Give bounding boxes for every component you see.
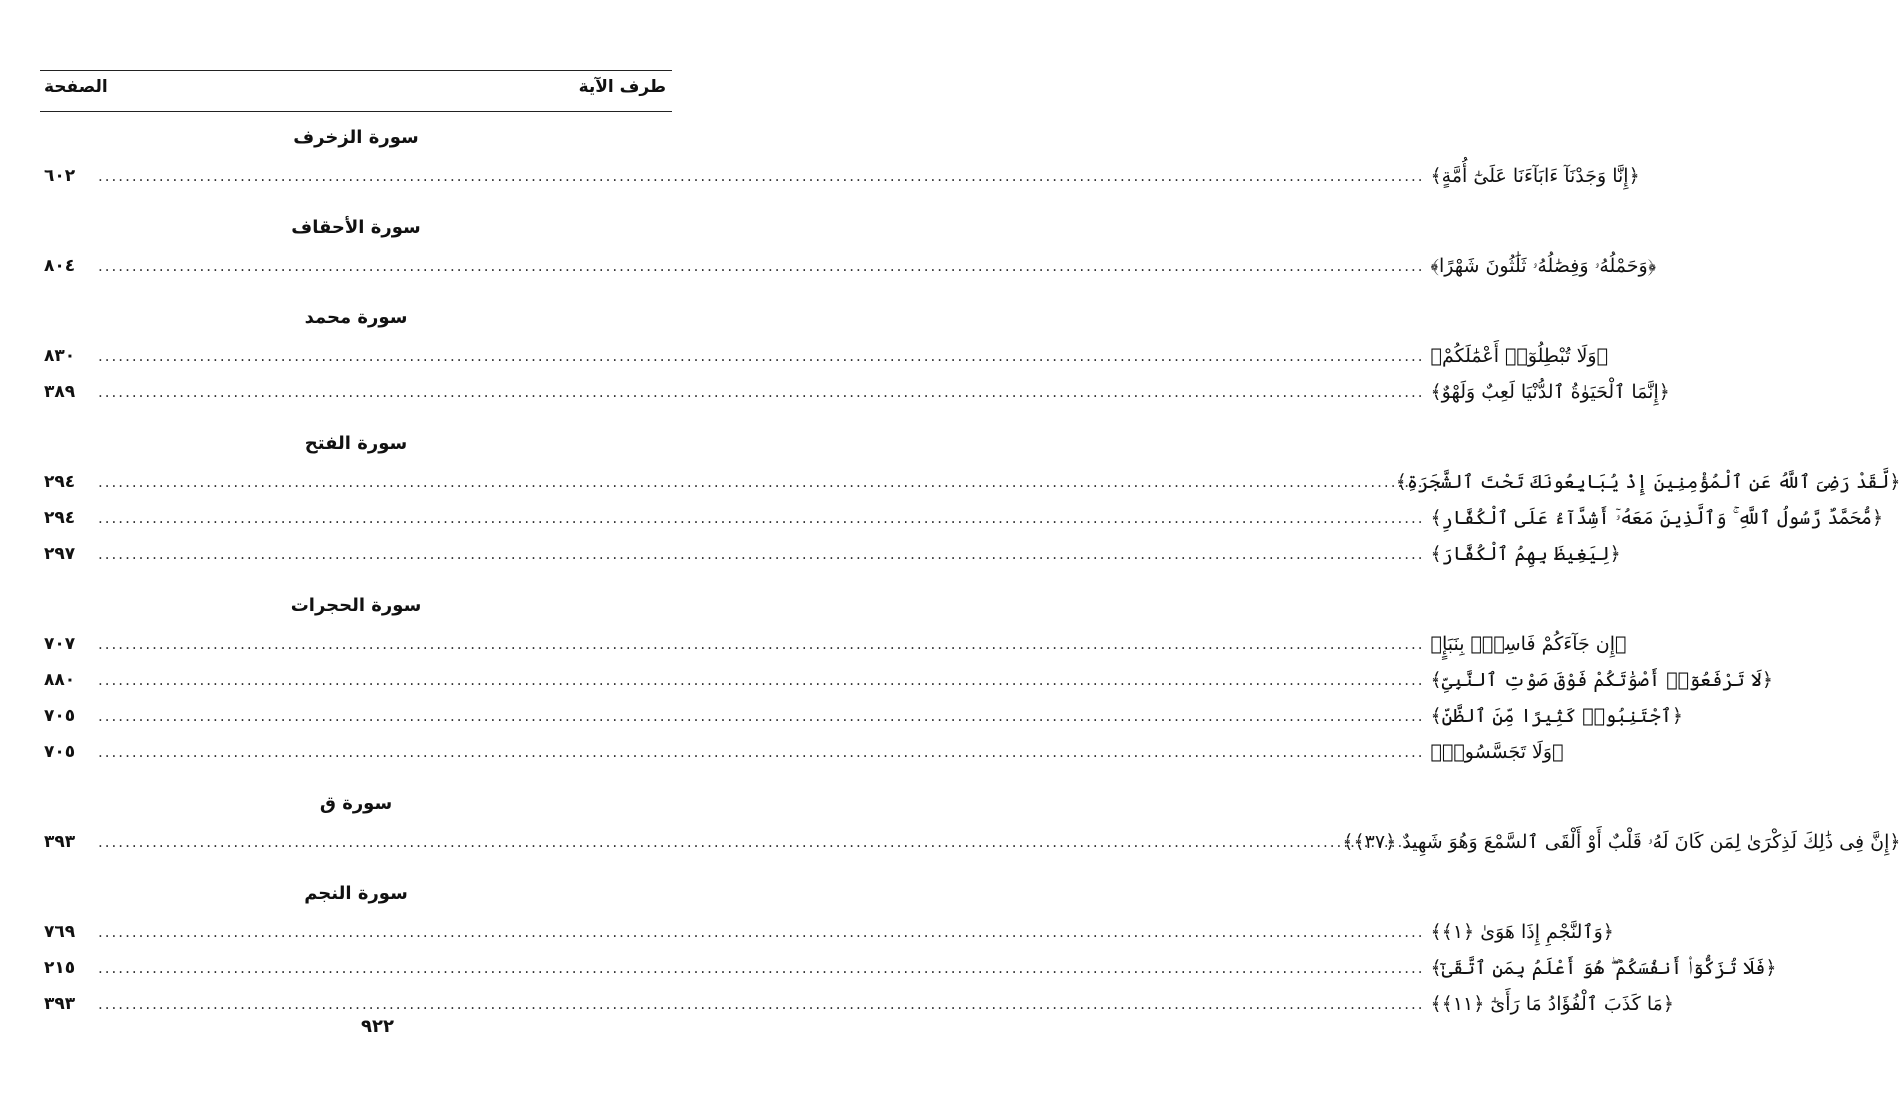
section-spacer xyxy=(40,194,672,208)
page-number: ٩٢٢ xyxy=(361,1016,394,1037)
verse-text: ﴿وَحَمْلُهُۥ وَفِصَٰلُهُۥ ثَلَٰثُونَ شَهْرًا﴾ xyxy=(1430,255,1657,277)
surah-title: سورة الحجرات xyxy=(290,595,422,616)
index-entry xyxy=(40,698,1683,734)
verse-text: ﴿لَا تَرْفَعُوٓا۟ أَصْوَٰتَكُمْ فَوْقَ صَوْتِ ٱلنَّبِىِّ﴾ xyxy=(1430,669,1774,691)
entry-page-number: ٧٠٧ xyxy=(44,634,76,654)
entry-page-number: ٢١٥ xyxy=(44,958,76,978)
index-entry xyxy=(40,248,1657,284)
surah-title: سورة ق xyxy=(319,793,393,814)
section-spacer xyxy=(40,284,672,298)
section-spacer xyxy=(40,860,672,874)
verse-index-list xyxy=(40,118,1901,1036)
dot-leader xyxy=(98,464,1425,500)
surah-title: سورة الفتح xyxy=(304,433,408,454)
entry-page-number: ٨٨٠ xyxy=(44,670,76,690)
surah-section xyxy=(40,586,1774,784)
entry-page-number: ٢٩٤ xyxy=(44,472,76,492)
entry-page-number: ٨٠٤ xyxy=(44,256,76,276)
dot-leader xyxy=(98,500,1425,536)
entry-page-number: ٧٠٥ xyxy=(44,742,76,762)
entry-page-number: ٧٦٩ xyxy=(44,922,76,942)
surah-title: سورة الأحقاف xyxy=(291,217,421,238)
section-spacer xyxy=(40,770,672,784)
verse-text: ﴿لَّقَدْ رَضِىَ ٱللَّهُ عَنِ ٱلْمُؤْمِنِينَ إِذْ يُبَايِعُونَكَ تَحْتَ ٱلشَّجَرَةِ﴾ xyxy=(1395,471,1901,493)
entry-page-number: ٨٣٠ xyxy=(44,346,76,366)
surah-section xyxy=(40,784,1901,874)
surah-section xyxy=(40,118,1640,208)
dot-leader xyxy=(98,248,1425,284)
verse-text: ﴿وَلَا تُبْطِلُوٓا۟ أَعْمَٰلَكُمْ﴾ xyxy=(1430,345,1608,367)
index-entry xyxy=(40,950,1777,986)
surah-section xyxy=(40,874,1777,1036)
surah-title: سورة محمد xyxy=(304,307,408,328)
entry-page-number: ٢٩٤ xyxy=(44,508,76,528)
index-entry xyxy=(40,734,1564,770)
dot-leader xyxy=(98,950,1425,986)
dot-leader xyxy=(98,734,1425,770)
entry-page-number: ٣٩٣ xyxy=(44,994,76,1014)
surah-section xyxy=(40,298,1670,424)
verse-text: ﴿وَلَا تَجَسَّسُوا۟﴾ xyxy=(1430,741,1564,763)
verse-start-column-label: طرف الآية xyxy=(578,77,666,97)
verse-text: ﴿وَٱلنَّجْمِ إِذَا هَوَىٰ ﴿١﴾﴾ xyxy=(1430,921,1614,943)
surah-section xyxy=(40,208,1657,298)
dot-leader xyxy=(98,536,1425,572)
index-entry xyxy=(40,500,1884,536)
dot-leader xyxy=(98,338,1425,374)
index-entry xyxy=(40,914,1614,950)
dot-leader xyxy=(98,158,1425,194)
index-entry xyxy=(40,662,1774,698)
index-entry xyxy=(40,626,1627,662)
index-entry xyxy=(40,824,1901,860)
index-entry xyxy=(40,536,1621,572)
entry-page-number: ٦٠٢ xyxy=(44,166,76,186)
dot-leader xyxy=(98,374,1425,410)
index-entry xyxy=(40,338,1608,374)
section-spacer xyxy=(40,572,672,586)
entry-page-number: ٣٨٩ xyxy=(44,382,76,402)
verse-text: ﴿فَلَا تُزَكُّوٓا۟ أَنفُسَكُمْ ۖ هُوَ أَعْلَمُ بِمَنِ ٱتَّقَىٰٓ﴾ xyxy=(1430,957,1777,979)
verse-text: ﴿إِنَّمَا ٱلْحَيَوٰةُ ٱلدُّنْيَا لَعِبٌ وَلَهْوٌ﴾ xyxy=(1430,381,1670,403)
entry-page-number: ٢٩٧ xyxy=(44,544,76,564)
verse-text: ﴿مَا كَذَبَ ٱلْفُؤَادُ مَا رَأَىٰٓ ﴿١١﴾﴾ xyxy=(1430,993,1674,1015)
dot-leader xyxy=(98,662,1425,698)
index-entry xyxy=(40,464,1901,500)
page-column-label: الصفحة xyxy=(44,77,108,97)
surah-title: سورة الزخرف xyxy=(293,127,419,148)
verse-text: ﴿لِيَغِيظَ بِهِمُ ٱلْكُفَّارَ﴾ xyxy=(1430,543,1621,565)
verse-text: ﴿ٱجْتَنِبُوا۟ كَثِيرًا مِّنَ ٱلظَّنِّ﴾ xyxy=(1430,705,1683,727)
verse-text: ﴿إِنَّا وَجَدْنَآ ءَابَآءَنَا عَلَىٰٓ أُمَّةٍ﴾ xyxy=(1430,165,1640,187)
dot-leader xyxy=(98,698,1425,734)
dot-leader xyxy=(98,626,1425,662)
dot-leader xyxy=(98,914,1425,950)
entry-page-number: ٣٩٣ xyxy=(44,832,76,852)
section-spacer xyxy=(40,410,672,424)
surah-section xyxy=(40,424,1901,586)
verse-text: ﴿مُّحَمَّدٌ رَّسُولُ ٱللَّهِ ۚ وَٱلَّذِينَ مَعَهُۥٓ أَشِدَّآءُ عَلَى ٱلْكُفَّارِ﴾ xyxy=(1430,507,1884,529)
surah-title: سورة النجم xyxy=(304,883,408,904)
verse-text: ﴿إِن جَآءَكُمْ فَاسِقٌۢ بِنَبَإٍ﴾ xyxy=(1430,633,1627,655)
index-entry xyxy=(40,158,1640,194)
index-entry xyxy=(40,374,1670,410)
entry-page-number: ٧٠٥ xyxy=(44,706,76,726)
verse-text: ﴿إِنَّ فِى ذَٰلِكَ لَذِكْرَىٰ لِمَن كَانَ لَهُۥ قَلْبٌ أَوْ أَلْقَى ٱلسَّمْعَ وَهُوَ شَهِيدٌ ﴿٣٧﴾﴾ xyxy=(1342,831,1901,853)
index-header xyxy=(40,70,672,112)
dot-leader xyxy=(98,824,1425,860)
